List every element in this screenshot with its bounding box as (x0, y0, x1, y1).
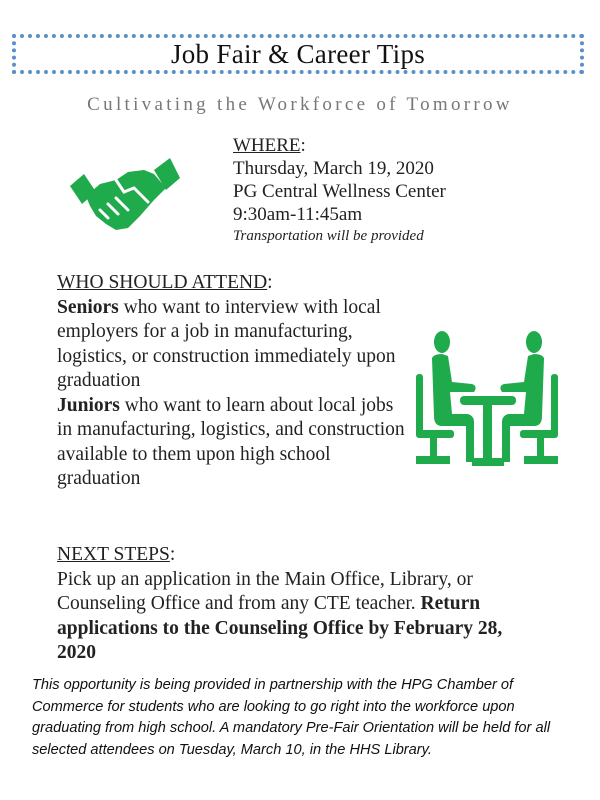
transportation-note: Transportation will be provided (233, 228, 424, 244)
where-section (233, 134, 446, 246)
next-steps-section (57, 543, 517, 666)
where-heading: WHERE: (233, 135, 306, 156)
juniors-paragraph: Juniors who want to learn about local jobs in manufacturing, logistics, and construction available to them upon high school graduation (57, 394, 405, 489)
event-location: PG Central Wellness Center (233, 181, 446, 202)
seniors-paragraph: Seniors who want to interview with local employers for a job in manufacturing, logistics, or construction immediately upon graduation (57, 296, 396, 391)
title-banner (12, 34, 584, 74)
subtitle: Cultivating the Workforce of Tomorrow (87, 94, 513, 115)
who-should-attend-section (57, 271, 407, 492)
meeting-icon (412, 330, 562, 470)
handshake-icon (70, 158, 180, 238)
page-title: Job Fair & Career Tips (170, 38, 426, 69)
partnership-note: This opportunity is being provided in partnership with the HPG Chamber of Commerce for students who are looking to go right into the workforce upon graduating from high school. A mandatory Pre-Fair Orientation will be held for all selected attendees on Tuesday, March 10, in the HHS Library. (32, 677, 551, 758)
attend-heading: WHO SHOULD ATTEND: (57, 272, 273, 293)
event-date: Thursday, March 19, 2020 (233, 158, 434, 179)
event-time: 9:30am-11:45am (233, 204, 363, 225)
next-steps-heading: NEXT STEPS: (57, 544, 176, 565)
next-steps-paragraph: Pick up an application in the Main Office, Library, or Counseling Office and from any CTE teacher. Return applications to the Counseling Office by February 28, 2020 (57, 568, 503, 663)
